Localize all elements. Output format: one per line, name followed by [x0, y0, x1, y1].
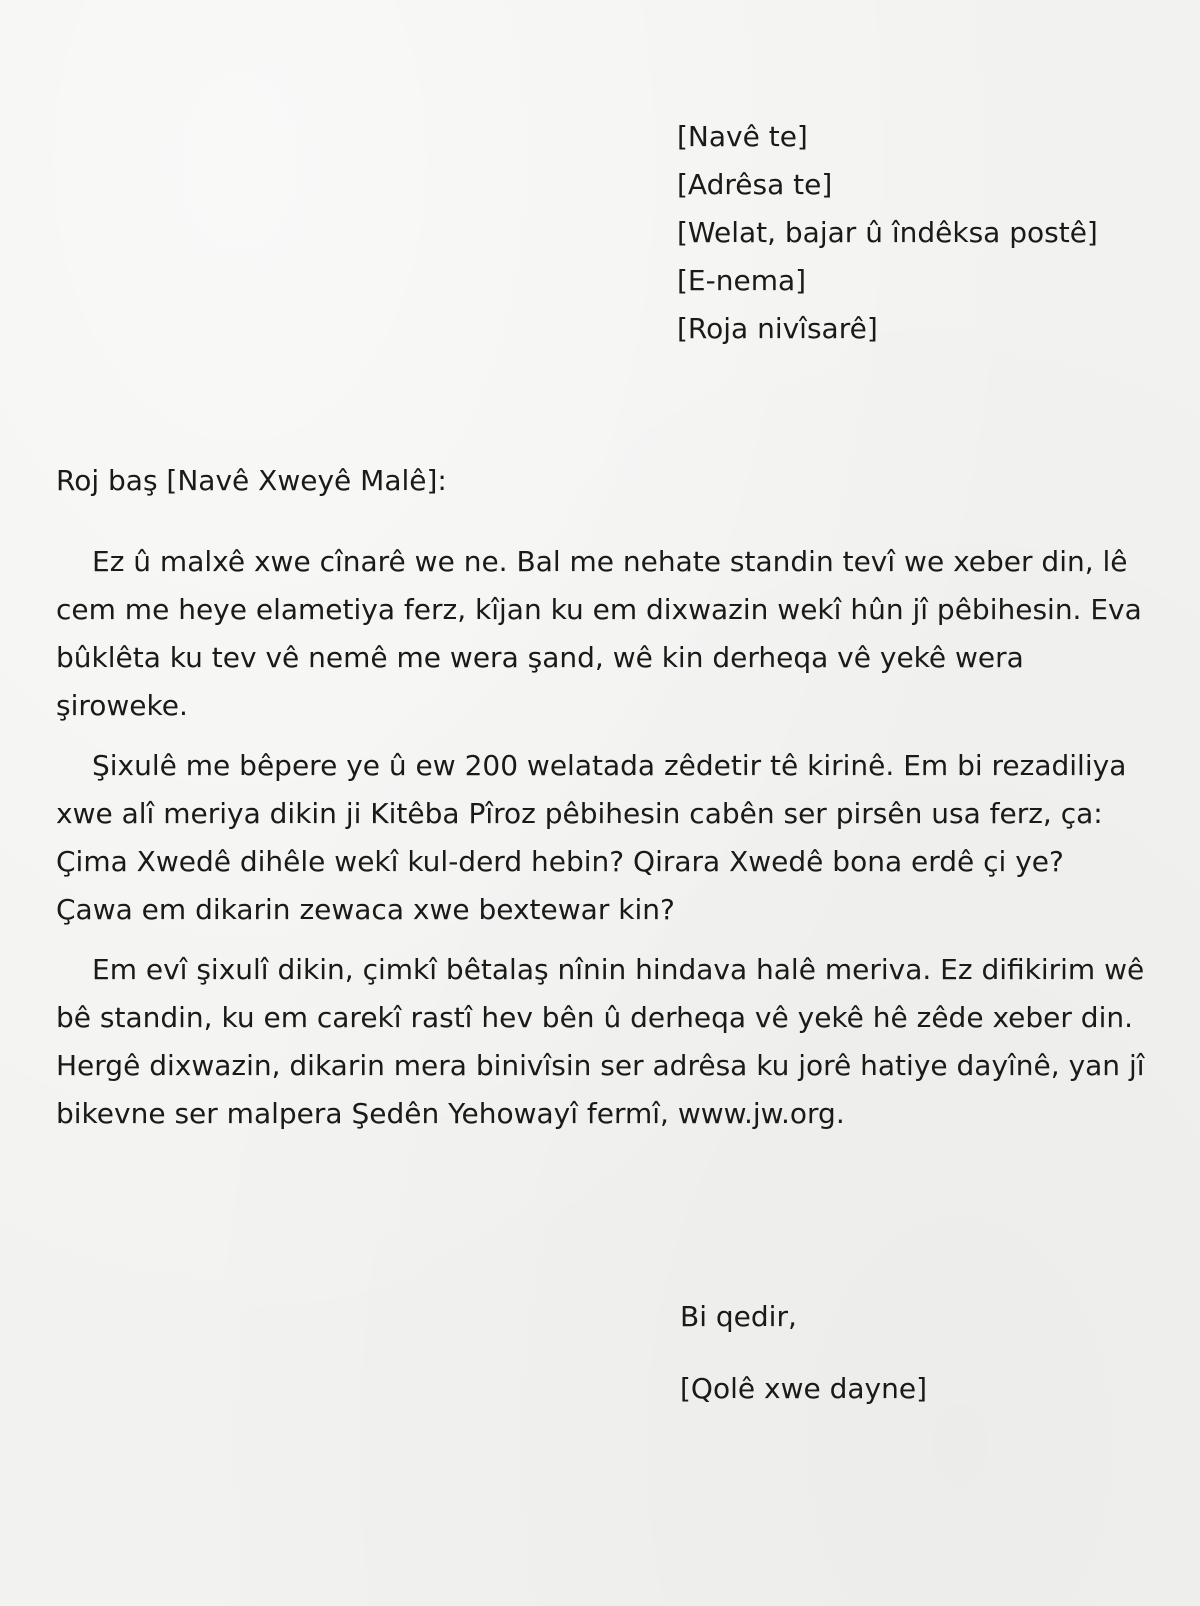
- body-paragraph-3: Em evî şixulî dikin, çimkî bêtalaş nînin hindava halê meriva. Ez difikirim wê bê standin, ku em carekî rastî hev bên û derheqa vê yekê hê zêde xeber din. Hergê dixwazin, dikarin mera binivîsin ser adrêsa ku jorê hatiye dayînê, yan jî bikevne ser malpera Şedên Yehowayî fermî, www.jw.org.: [56, 953, 1145, 1130]
- sender-name: [Navê te]: [677, 120, 808, 153]
- body-paragraph-2: Şixulê me bêpere ye û ew 200 welatada zêdetir tê kirinê. Em bi rezadiliya xwe alî meriya dikin ji Kitêba Pîroz pêbihesin cabên ser pirsên usa ferz, ça: Çima Xwedê dihêle wekî kul-derd hebin? Qirara Xwedê bona erdê çi ye? Çawa em dikarin zewaca xwe bextewar kin?: [56, 749, 1127, 926]
- sender-address: [Adrêsa te]: [677, 168, 833, 201]
- signature-placeholder: [Qolê xwe dayne]: [680, 1372, 927, 1405]
- closing: Bi qedir,: [680, 1300, 797, 1333]
- sender-address-block: [677, 113, 1098, 353]
- sender-email: [E-nema]: [677, 264, 807, 297]
- salutation: Roj baş [Navê Xweyê Malê]:: [56, 464, 447, 497]
- letter-body: [56, 538, 1146, 1150]
- letter-date: [Roja nivîsarê]: [677, 312, 878, 345]
- body-paragraph-1: Ez û malxê xwe cînarê we ne. Bal me nehate standin tevî we xeber din, lê cem me heye elametiya ferz, kîjan ku em dixwazin wekî hûn jî pêbihesin. Eva bûklêta ku tev vê nemê me wera şand, wê kin derheqa vê yekê wera şiroweke.: [56, 545, 1142, 722]
- sender-country-city-postcode: [Welat, bajar û îndêksa postê]: [677, 216, 1098, 249]
